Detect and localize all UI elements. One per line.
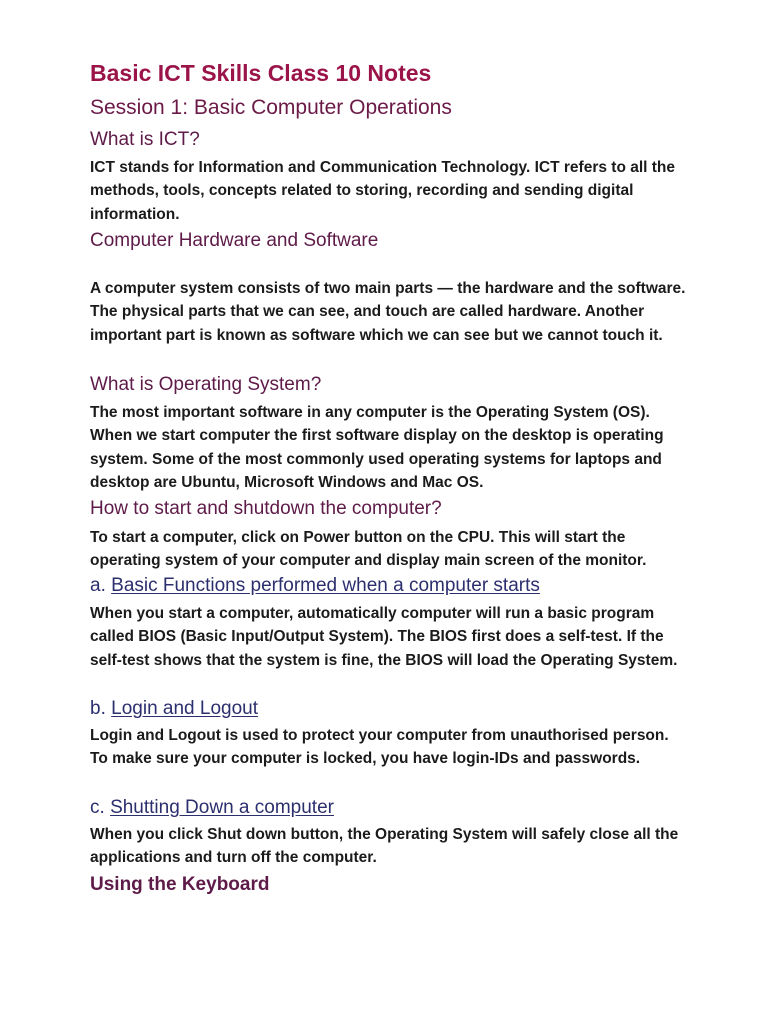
operating-system-heading: What is Operating System? bbox=[90, 374, 322, 395]
start-shutdown-paragraph: To start a computer, click on Power button on the CPU. This will start the operating system of your computer and display main screen of the monitor. bbox=[90, 529, 647, 570]
hardware-software-paragraph: A computer system consists of two main parts — the hardware and the software. The physical parts that we can see, and touch are called hardware. Another important part is known as software which we can see but we cannot touch it. bbox=[90, 280, 686, 344]
login-logout-subheading bbox=[90, 698, 258, 720]
shutting-down-subheading bbox=[90, 797, 334, 819]
what-is-ict-paragraph: ICT stands for Information and Communication Technology. ICT refers to all the methods, tools, concepts related to storing, recording and sending digital information. bbox=[90, 159, 676, 223]
start-shutdown-heading: How to start and shutdown the computer? bbox=[90, 498, 442, 519]
session-heading: Session 1: Basic Computer Operations bbox=[90, 96, 452, 119]
basic-functions-paragraph: When you start a computer, automatically computer will run a basic program called BIOS (Basic Input/Output System). The BIOS first does a self-test. If the self-test shows that the system is fine, the BIOS will load the Operating System. bbox=[90, 605, 678, 669]
basic-functions-link[interactable]: Basic Functions performed when a computer starts bbox=[111, 575, 540, 596]
keyboard-heading: Using the Keyboard bbox=[90, 874, 270, 895]
basic-functions-subheading bbox=[90, 575, 540, 597]
login-logout-prefix: b. bbox=[90, 698, 106, 719]
shutting-down-paragraph: When you click Shut down button, the Operating System will safely close all the applications and turn off the computer. bbox=[90, 826, 679, 867]
hardware-software-heading: Computer Hardware and Software bbox=[90, 230, 379, 251]
login-logout-paragraph: Login and Logout is used to protect your computer from unauthorised person. To make sure your computer is locked, you have login-IDs and passwords. bbox=[90, 727, 669, 768]
login-logout-link[interactable]: Login and Logout bbox=[111, 698, 259, 719]
basic-functions-prefix: a. bbox=[90, 575, 106, 596]
what-is-ict-heading: What is ICT? bbox=[90, 129, 200, 150]
operating-system-paragraph: The most important software in any computer is the Operating System (OS). When we start computer the first software display on the desktop is operating system. Some of the most commonly used operating systems for laptops and desktop are Ubuntu, Microsoft Windows and Mac OS. bbox=[90, 404, 664, 491]
shutting-down-prefix: c. bbox=[90, 797, 105, 818]
shutting-down-link[interactable]: Shutting Down a computer bbox=[110, 797, 334, 818]
page-title: Basic ICT Skills Class 10 Notes bbox=[90, 60, 432, 86]
